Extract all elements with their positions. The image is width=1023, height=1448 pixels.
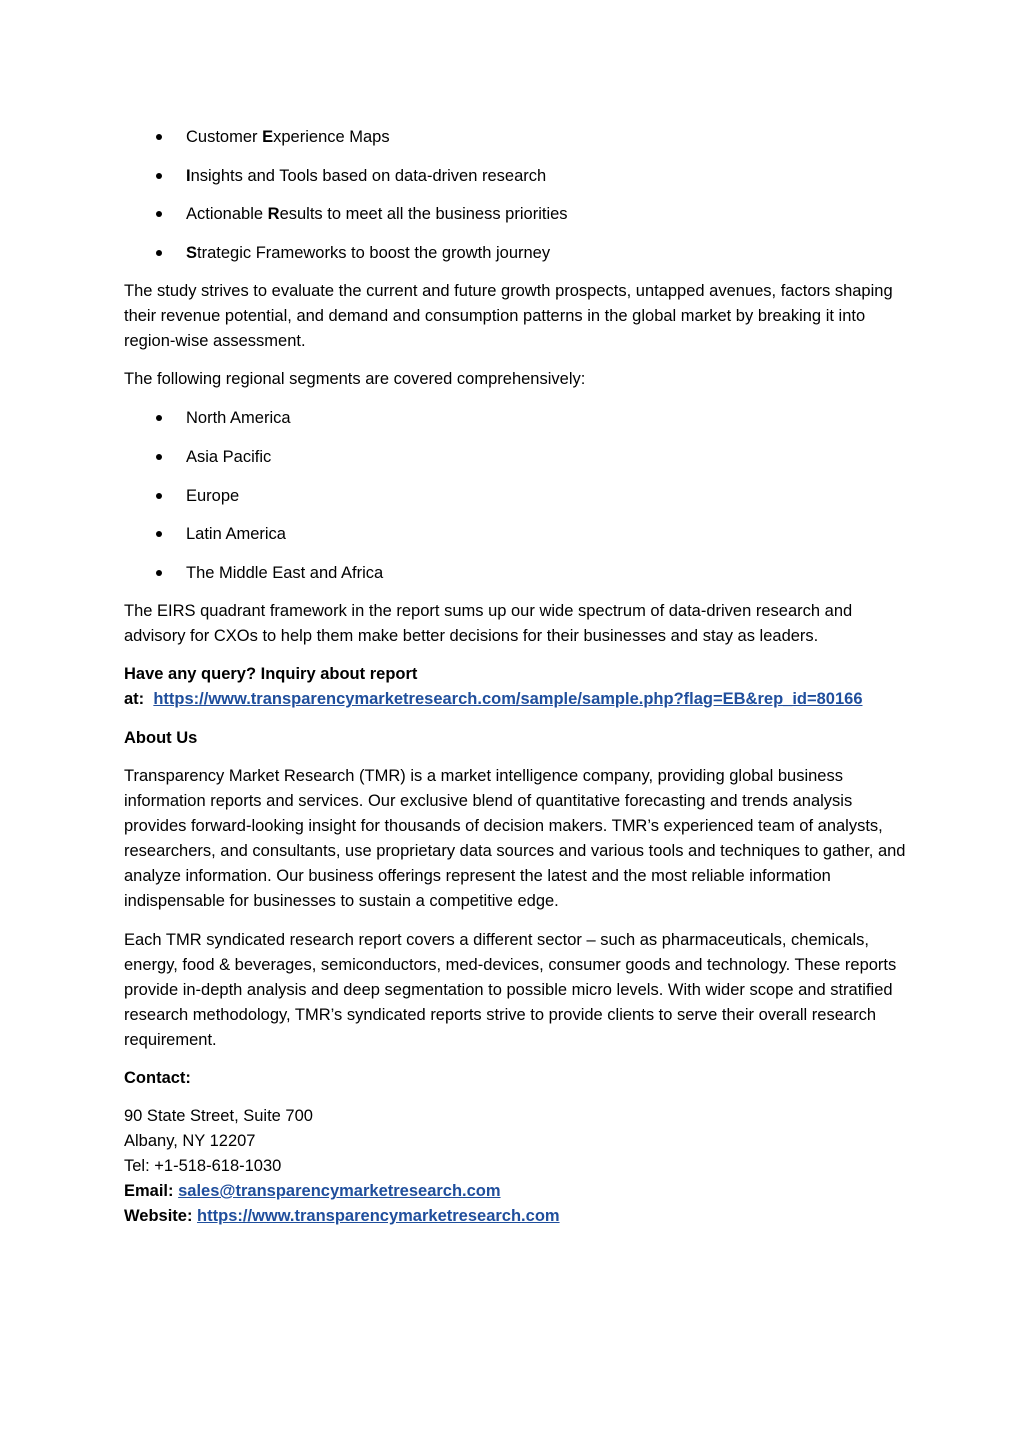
bullet-icon <box>156 570 162 576</box>
bullet-icon <box>156 493 162 499</box>
bullet-icon <box>156 134 162 140</box>
about-paragraph: Transparency Market Research (TMR) is a market intelligence company, providing global business information reports and services. Our exclusive blend of quantitative forecasting and trends analysis provides forward-looking insight for thousands of decision makers. TMR’s experienced team of analysts, researchers, and consultants, use proprietary data sources and various tools and techniques to gather, and analyze information. Our business offerings represent the latest and the most reliable information indispensable for businesses to sustain a competitive edge. <box>124 767 906 910</box>
contact-heading: Contact: <box>124 1069 191 1087</box>
query-line: Have any query? Inquiry about report <box>124 665 418 683</box>
study-paragraph: The study strives to evaluate the current and future growth prospects, untapped avenues, factors shaping their revenue potential, and demand and consumption patterns in the global market by breaking it into region-wise assessment. <box>124 282 893 350</box>
bullet-icon <box>156 211 162 217</box>
email-link[interactable]: sales@transparencymarketresearch.com <box>178 1182 501 1200</box>
website-label: Website: <box>124 1207 198 1225</box>
sample-report-link[interactable]: https://www.transparencymarketresearch.com/sample/sample.php?flag=EB&rep_id=80166 <box>153 690 863 708</box>
bullet-icon <box>156 531 162 537</box>
address-line: 90 State Street, Suite 700 <box>124 1107 313 1125</box>
about-heading: About Us <box>124 729 198 747</box>
website-link[interactable]: https://www.transparencymarketresearch.com <box>197 1207 560 1225</box>
contact-block <box>124 1104 914 1229</box>
bullet-icon <box>156 415 162 421</box>
bullet-icon <box>156 454 162 460</box>
eirs-paragraph: The EIRS quadrant framework in the report sums up our wide spectrum of data-driven research and advisory for CXOs to help them make better decisions for their businesses and stay as leaders. <box>124 602 853 645</box>
phone-line: Tel: +1-518-618-1030 <box>124 1157 282 1175</box>
query-block <box>124 662 914 712</box>
email-label: Email: <box>124 1182 179 1200</box>
regions-intro: The following regional segments are covered comprehensively: <box>124 370 586 388</box>
city-line: Albany, NY 12207 <box>124 1132 256 1150</box>
bullet-icon <box>156 173 162 179</box>
query-prefix: at: <box>124 690 154 708</box>
bullet-icon <box>156 250 162 256</box>
syndicated-paragraph: Each TMR syndicated research report covers a different sector – such as pharmaceuticals, chemicals, energy, food & beverages, semiconductors, med-devices, consumer goods and technology. These reports provide in-depth analysis and deep segmentation to possible micro levels. With wider scope and stratified research methodology, TMR’s syndicated reports strive to provide clients to serve their overall research requirement. <box>124 931 897 1049</box>
